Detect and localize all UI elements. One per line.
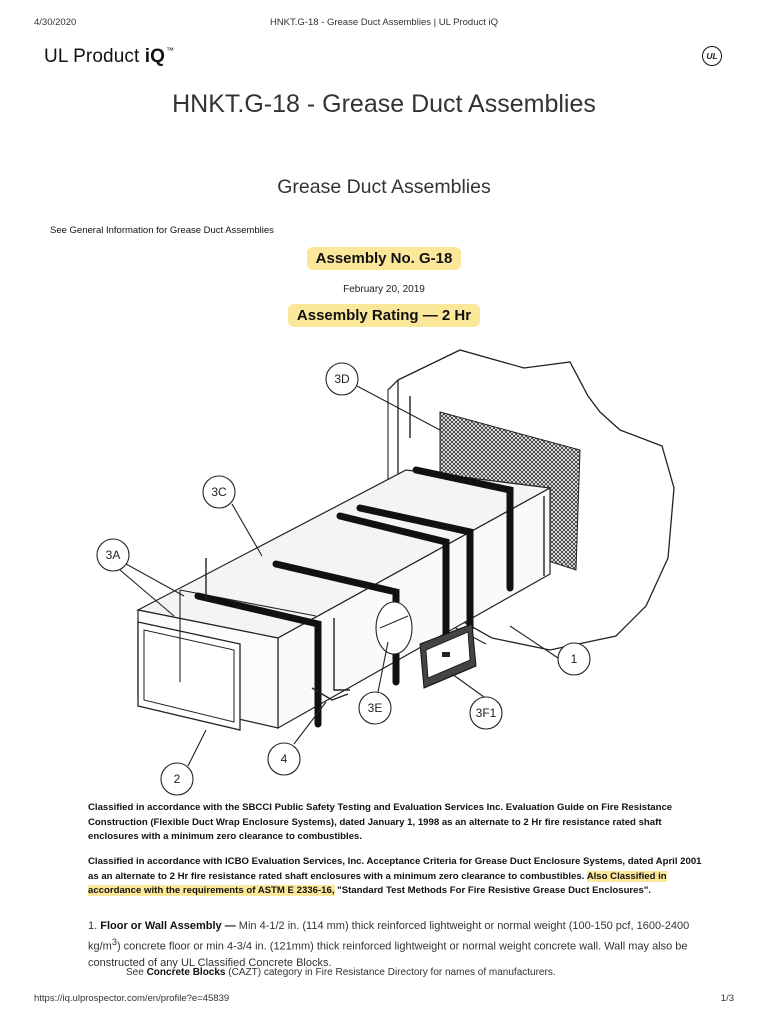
concrete-blocks-link[interactable]: Concrete Blocks xyxy=(146,967,226,978)
classification-icbo xyxy=(88,855,708,899)
item-1-text-b: ) concrete floor or min 4-3/4 in. (121mm) thick reinforced lightweight or normal weight concrete wall. Wall may also be constructed of any UL Classified Concrete Blocks. xyxy=(88,940,688,969)
see-prefix: See xyxy=(126,967,147,978)
grease-duct-assembly-figure xyxy=(80,338,700,800)
logo-text-bold: iQ xyxy=(144,46,165,67)
item-1-superscript: 3 xyxy=(111,937,117,947)
print-url: https://iq.ulprospector.com/en/profile?e=45839 xyxy=(34,993,230,1004)
print-header xyxy=(0,17,768,31)
ul-product-iq-logo[interactable] xyxy=(44,46,174,68)
item-1-title: Floor or Wall Assembly — xyxy=(100,920,236,932)
callout-3f1-label: 3F1 xyxy=(475,706,497,720)
item-1-text-a: Min 4-1/2 in. (114 mm) thick reinforced lightweight or normal weight (100-150 pcf, 1600-2400 kg/m xyxy=(88,920,690,953)
item-1-floor-or-wall-assembly xyxy=(88,918,718,971)
callout-3a-label: 3A xyxy=(105,548,121,562)
general-information-link[interactable]: See General Information for Grease Duct Assemblies xyxy=(50,225,274,236)
assembly-rating xyxy=(0,304,768,327)
see-concrete-blocks xyxy=(126,967,556,978)
assembly-number xyxy=(0,247,768,270)
item-1-number: 1. xyxy=(88,920,101,932)
classification-sbcci: Classified in accordance with the SBCCI Public Safety Testing and Evaluation Services Inc. Evaluation Guide on Fire Resistance Construction (Flexible Duct Wrap Enclosure Systems), dated January 1, 1998 as an alternate to 2 Hr fire resistance rated shaft enclosures with a minimum zero clearance to combustibles. xyxy=(88,802,673,842)
logo-trademark: ™ xyxy=(166,46,175,55)
page-title: HNKT.G-18 - Grease Duct Assemblies xyxy=(172,90,596,118)
logo-text: UL Product xyxy=(44,46,145,67)
print-date: 4/30/2020 xyxy=(34,17,77,28)
print-page-number: 1/3 xyxy=(720,993,734,1004)
callout-4-label: 4 xyxy=(280,752,288,766)
classification-icbo-text: Classified in accordance with ICBO Evaluation Services, Inc. Acceptance Criteria for Grease Duct Enclosure Systems, dated April 2001 as an alternate to 2 Hr fire resistance rated shaft enclosures with a minimum zero clearance to combustibles. xyxy=(88,856,702,882)
print-page-title: HNKT.G-18 - Grease Duct Assemblies | UL Product iQ xyxy=(269,17,499,28)
print-footer xyxy=(0,993,768,1007)
callout-1-label: 1 xyxy=(570,652,578,666)
classification-astm-standard: "Standard Test Methods For Fire Resistive Grease Duct Enclosures". xyxy=(334,885,652,896)
assembly-rating-label: Assembly Rating — 2 Hr xyxy=(288,304,480,327)
classification-astm-highlight: Also Classified in accordance with the requirements of ASTM E 2336-16, xyxy=(88,870,667,896)
see-suffix: (CAZT) category in Fire Resistance Directory for names of manufacturers. xyxy=(225,967,556,978)
callout-2-label: 2 xyxy=(173,772,181,786)
callout-3c-label: 3C xyxy=(211,485,227,499)
ul-mark-icon: UL xyxy=(702,46,722,66)
callout-3e-label: 3E xyxy=(367,701,383,715)
section-title: Grease Duct Assemblies xyxy=(277,176,491,198)
assembly-number-label: Assembly No. G-18 xyxy=(307,247,462,270)
callout-3d-label: 3D xyxy=(334,372,350,386)
assembly-date: February 20, 2019 xyxy=(343,284,425,295)
access-door-opening-3e xyxy=(376,602,412,654)
